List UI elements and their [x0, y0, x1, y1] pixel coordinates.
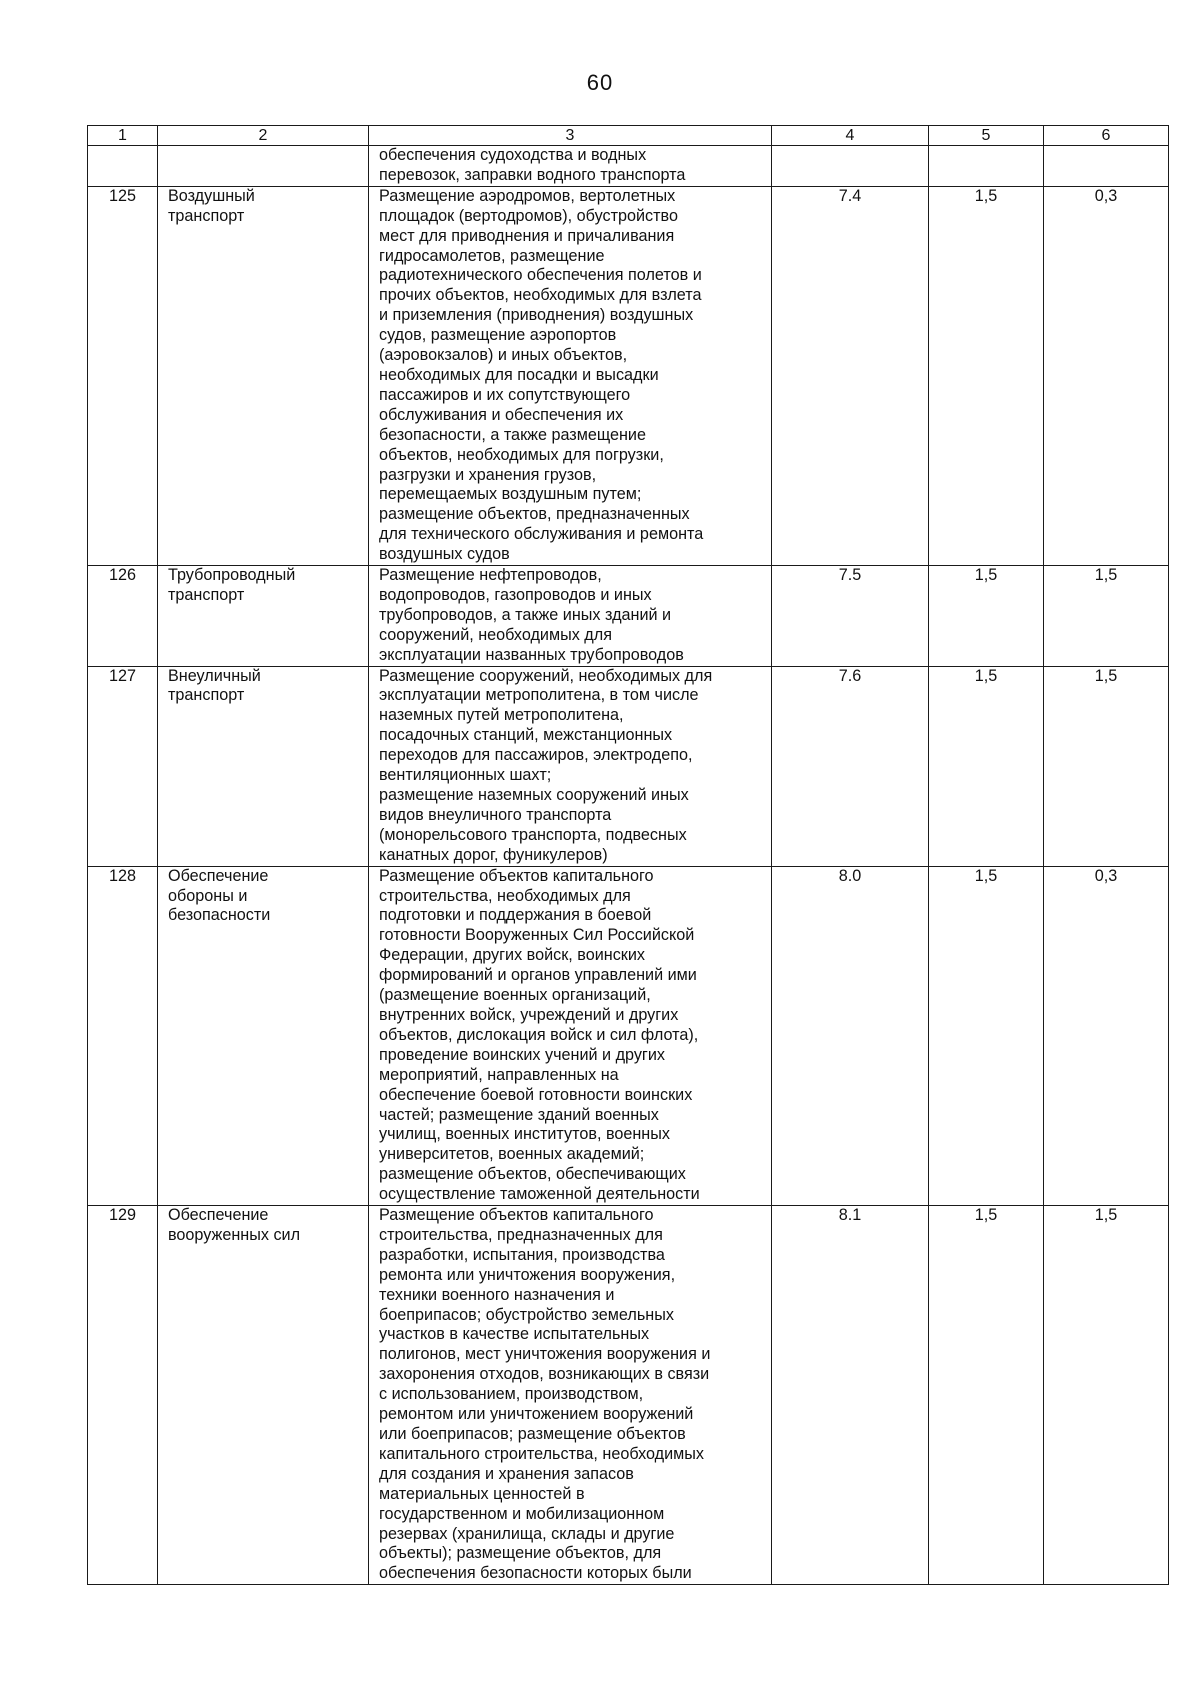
column-6-value	[1044, 146, 1169, 187]
use-type-description-line: ремонтом или уничтожением вооружений	[379, 1405, 694, 1424]
use-type-description-line: вентиляционных шахт;	[379, 766, 552, 785]
column-header-6: 6	[1044, 126, 1169, 146]
use-type-code	[772, 146, 929, 187]
column-5-value	[929, 146, 1044, 187]
use-type-name	[158, 566, 369, 667]
column-5-value: 1,5	[929, 1206, 1044, 1585]
use-type-description-line: размещение объектов, предназначенных	[379, 505, 690, 524]
table-row	[88, 666, 1169, 866]
column-header-2: 2	[158, 126, 369, 146]
use-type-description-line: объектов, дислокация войск и сил флота),	[379, 1025, 699, 1044]
use-type-description-line: и приземления (приводнения) воздушных	[379, 306, 694, 325]
use-type-description-line: училищ, военных институтов, военных	[379, 1125, 670, 1144]
table-row	[88, 566, 1169, 667]
use-type-description-line: обеспечения безопасности которых были	[379, 1564, 692, 1583]
use-type-description	[369, 666, 772, 866]
use-type-description-line: обслуживания и обеспечения их	[379, 405, 624, 424]
use-type-description-line: объектов, необходимых для погрузки,	[379, 445, 664, 464]
use-type-description-line: техники военного назначения и	[379, 1285, 615, 1304]
table-row	[88, 866, 1169, 1205]
use-type-description	[369, 186, 772, 565]
use-type-name-line: Воздушный	[168, 186, 255, 205]
use-type-description-line: (монорельсового транспорта, подвесных	[379, 825, 687, 844]
use-type-code: 7.5	[772, 566, 929, 667]
use-type-description-line: наземных путей метрополитена,	[379, 706, 624, 725]
use-type-name	[158, 186, 369, 565]
column-6-value: 1,5	[1044, 666, 1169, 866]
column-header-4: 4	[772, 126, 929, 146]
table-header-row	[88, 126, 1169, 146]
use-type-description-line: внутренних войск, учреждений и других	[379, 1005, 679, 1024]
use-type-description-line: Размещение сооружений, необходимых для	[379, 666, 713, 685]
use-type-description-line: мероприятий, направленных на	[379, 1065, 619, 1084]
column-5-value: 1,5	[929, 186, 1044, 565]
use-type-description-line: материальных ценностей в	[379, 1484, 585, 1503]
use-type-description-line: с использованием, производством,	[379, 1385, 644, 1404]
use-type-description	[369, 866, 772, 1205]
use-type-description-line: (размещение военных организаций,	[379, 986, 651, 1005]
use-type-code: 7.6	[772, 666, 929, 866]
use-type-name-line: вооруженных сил	[168, 1225, 301, 1244]
use-type-name-line: безопасности	[168, 906, 271, 925]
use-type-name	[158, 866, 369, 1205]
use-type-description	[369, 146, 772, 187]
use-type-name-line: транспорт	[168, 686, 245, 705]
use-type-name	[158, 146, 369, 187]
use-type-description-line: пассажиров и их сопутствующего	[379, 385, 631, 404]
use-type-description-line: осуществление таможенной деятельности	[379, 1185, 700, 1204]
use-type-description-line: водопроводов, газопроводов и иных	[379, 585, 652, 604]
row-number	[88, 146, 158, 187]
use-type-description-line: обеспечения судоходства и водных	[379, 146, 647, 164]
use-type-description-line: готовности Вооруженных Сил Российской	[379, 926, 695, 945]
use-type-description-line: для технического обслуживания и ремонта	[379, 525, 704, 544]
use-type-name-line: транспорт	[168, 206, 245, 225]
use-type-description-line: разгрузки и хранения грузов,	[379, 465, 597, 484]
use-type-description-line: перемещаемых воздушным путем;	[379, 485, 642, 504]
page-number: 60	[586, 70, 614, 95]
use-type-description-line: полигонов, мест уничтожения вооружения и	[379, 1345, 711, 1364]
use-type-description-line: строительства, необходимых для	[379, 886, 631, 905]
use-type-description-line: обеспечение боевой готовности воинских	[379, 1085, 693, 1104]
use-type-name	[158, 666, 369, 866]
table-body	[88, 146, 1169, 1585]
use-type-name-line: Обеспечение	[168, 866, 269, 885]
column-header-5: 5	[929, 126, 1044, 146]
use-type-description-line: разработки, испытания, производства	[379, 1245, 665, 1264]
row-number: 125	[88, 186, 158, 565]
use-type-name-line: транспорт	[168, 585, 245, 604]
use-type-name-line: обороны и	[168, 886, 248, 905]
use-type-description-line: государственном и мобилизационном	[379, 1504, 665, 1523]
column-header-3: 3	[369, 126, 772, 146]
use-type-description-line: участков в качестве испытательных	[379, 1325, 650, 1344]
use-type-description-line: Размещение нефтепроводов,	[379, 566, 602, 585]
use-type-code: 8.1	[772, 1206, 929, 1585]
use-type-name-line: Внеуличный	[168, 666, 261, 685]
use-type-description-line: Размещение объектов капитального	[379, 866, 654, 885]
use-type-description	[369, 566, 772, 667]
column-5-value: 1,5	[929, 666, 1044, 866]
use-type-name	[158, 1206, 369, 1585]
use-type-description-line: Федерации, других войск, воинских	[379, 946, 646, 965]
column-6-value: 0,3	[1044, 866, 1169, 1205]
table-row	[88, 186, 1169, 565]
use-type-description-line: подготовки и поддержания в боевой	[379, 906, 652, 925]
row-number: 128	[88, 866, 158, 1205]
column-header-1: 1	[88, 126, 158, 146]
use-type-description-line: безопасности, а также размещение	[379, 425, 646, 444]
use-type-description-line: посадочных станций, межстанционных	[379, 726, 673, 745]
table-row	[88, 1206, 1169, 1585]
use-type-description-line: формирований и органов управлений ими	[379, 966, 697, 985]
use-type-description-line: необходимых для посадки и высадки	[379, 365, 659, 384]
use-type-description-line: капитального строительства, необходимых	[379, 1444, 704, 1463]
use-type-description-line: (аэровокзалов) и иных объектов,	[379, 346, 628, 365]
use-type-description-line: частей; размещение зданий военных	[379, 1105, 659, 1124]
use-type-description-line: сооружений, необходимых для	[379, 625, 612, 644]
use-type-description-line: строительства, предназначенных для	[379, 1225, 663, 1244]
use-type-description-line: воздушных судов	[379, 545, 510, 564]
column-6-value: 1,5	[1044, 1206, 1169, 1585]
land-use-table	[87, 125, 1169, 1585]
use-type-name-line: Обеспечение	[168, 1206, 269, 1225]
use-type-description-line: трубопроводов, а также иных зданий и	[379, 605, 672, 624]
use-type-description-line: размещение наземных сооружений иных	[379, 786, 689, 804]
use-type-description-line: радиотехнического обеспечения полетов и	[379, 266, 702, 285]
use-type-description-line: видов внеуличного транспорта	[379, 805, 612, 824]
use-type-description-line: или боеприпасов; размещение объектов	[379, 1425, 686, 1443]
use-type-description-line: для создания и хранения запасов	[379, 1464, 634, 1483]
column-6-value: 1,5	[1044, 566, 1169, 667]
use-type-description-line: проведение воинских учений и других	[379, 1045, 665, 1064]
row-number: 129	[88, 1206, 158, 1585]
table-row	[88, 146, 1169, 187]
use-type-description-line: объекты); размещение объектов, для	[379, 1544, 662, 1563]
use-type-description-line: эксплуатации названных трубопроводов	[379, 645, 684, 664]
use-type-description-line: мест для приводнения и причаливания	[379, 226, 675, 245]
use-type-description-line: переходов для пассажиров, электродепо,	[379, 746, 693, 765]
column-5-value: 1,5	[929, 566, 1044, 667]
row-number: 126	[88, 566, 158, 667]
use-type-description-line: судов, размещение аэропортов	[379, 326, 617, 345]
use-type-description-line: Размещение объектов капитального	[379, 1206, 654, 1225]
column-5-value: 1,5	[929, 866, 1044, 1205]
use-type-description-line: размещение объектов, обеспечивающих	[379, 1165, 686, 1184]
row-number: 127	[88, 666, 158, 866]
use-type-description-line: резервах (хранилища, склады и другие	[379, 1524, 675, 1543]
use-type-description-line: боеприпасов; обустройство земельных	[379, 1305, 674, 1324]
use-type-description-line: прочих объектов, необходимых для взлета	[379, 286, 702, 305]
use-type-description-line: площадок (вертодромов), обустройство	[379, 206, 678, 225]
use-type-description-line: Размещение аэродромов, вертолетных	[379, 186, 676, 205]
use-type-description-line: университетов, военных академий;	[379, 1145, 645, 1164]
use-type-name-line: Трубопроводный	[168, 566, 296, 585]
use-type-code: 8.0	[772, 866, 929, 1205]
use-type-description-line: ремонта или уничтожения вооружения,	[379, 1265, 676, 1284]
column-6-value: 0,3	[1044, 186, 1169, 565]
use-type-code: 7.4	[772, 186, 929, 565]
use-type-description-line: гидросамолетов, размещение	[379, 246, 605, 265]
use-type-description-line: перевозок, заправки водного транспорта	[379, 165, 686, 184]
use-type-description	[369, 1206, 772, 1585]
use-type-description-line: захоронения отходов, возникающих в связи	[379, 1365, 710, 1384]
use-type-description-line: эксплуатации метрополитена, в том числе	[379, 686, 699, 705]
use-type-description-line: канатных дорог, фуникулеров)	[379, 845, 608, 864]
